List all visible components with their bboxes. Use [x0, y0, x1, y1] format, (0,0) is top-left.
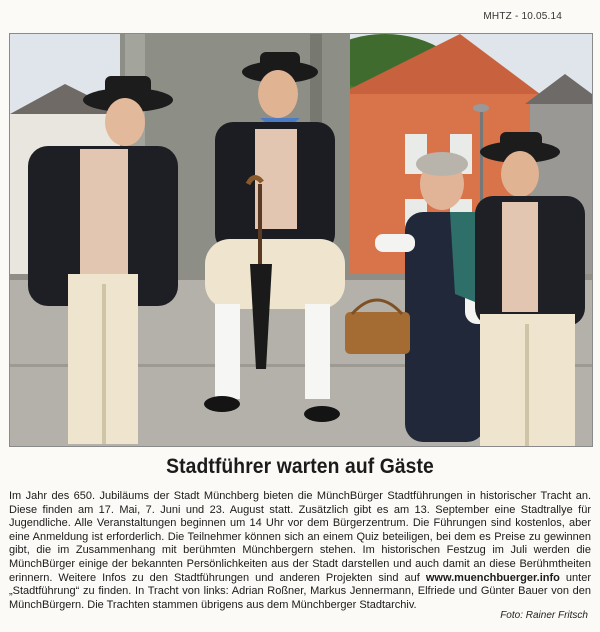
article-photo	[9, 33, 593, 447]
masthead-source: MHTZ - 10.05.14	[483, 11, 562, 22]
photo-credit: Foto: Rainer Fritsch	[500, 610, 588, 621]
article-body	[9, 490, 591, 612]
article-text-part-2: unter „Stadtführung“ zu finden. In Tracht von links: Adrian Roßner, Markus Jennermann, Elfriede und Günter Bauer von den MünchBürgern. Die Trachten stammen übrigens aus dem Münchberger Stadtarchiv.	[9, 571, 591, 611]
article-headline: Stadtführer warten auf Gäste	[166, 455, 434, 478]
article-text-part-1: Im Jahr des 650. Jubiläums der Stadt Münchberg bieten die MünchBürger Stadtführungen in historischer Tracht an. Diese finden am 17. Mai, 7. Juni und 23. August statt. Zusätzlich gibt es am 13. September eine Stadtrallye für Jugendliche. Alle Veranstaltungen beginnen um 14 Uhr vor dem Bürgerzentrum. Die Führungen sind kostenlos, aber eine Anmeldung ist erforderlich. Die Teilnehmer können sich an einem Quiz beteiligen, bei dem es Preise zu gewinnen gibt, die im Zusammenhang mit berühmten Münchbergern stehen. Im historischen Festzug im Juli werden die MünchBürger einige der bekannten Persönlichkeiten aus der Stadt darstellen und auch damit an diese Berühmtheiten erinnern. Weitere Infos zu den Stadtführungen und anderen Projekten sind auf	[9, 490, 591, 584]
article-link[interactable]: www.muenchbuerger.info	[425, 571, 560, 584]
